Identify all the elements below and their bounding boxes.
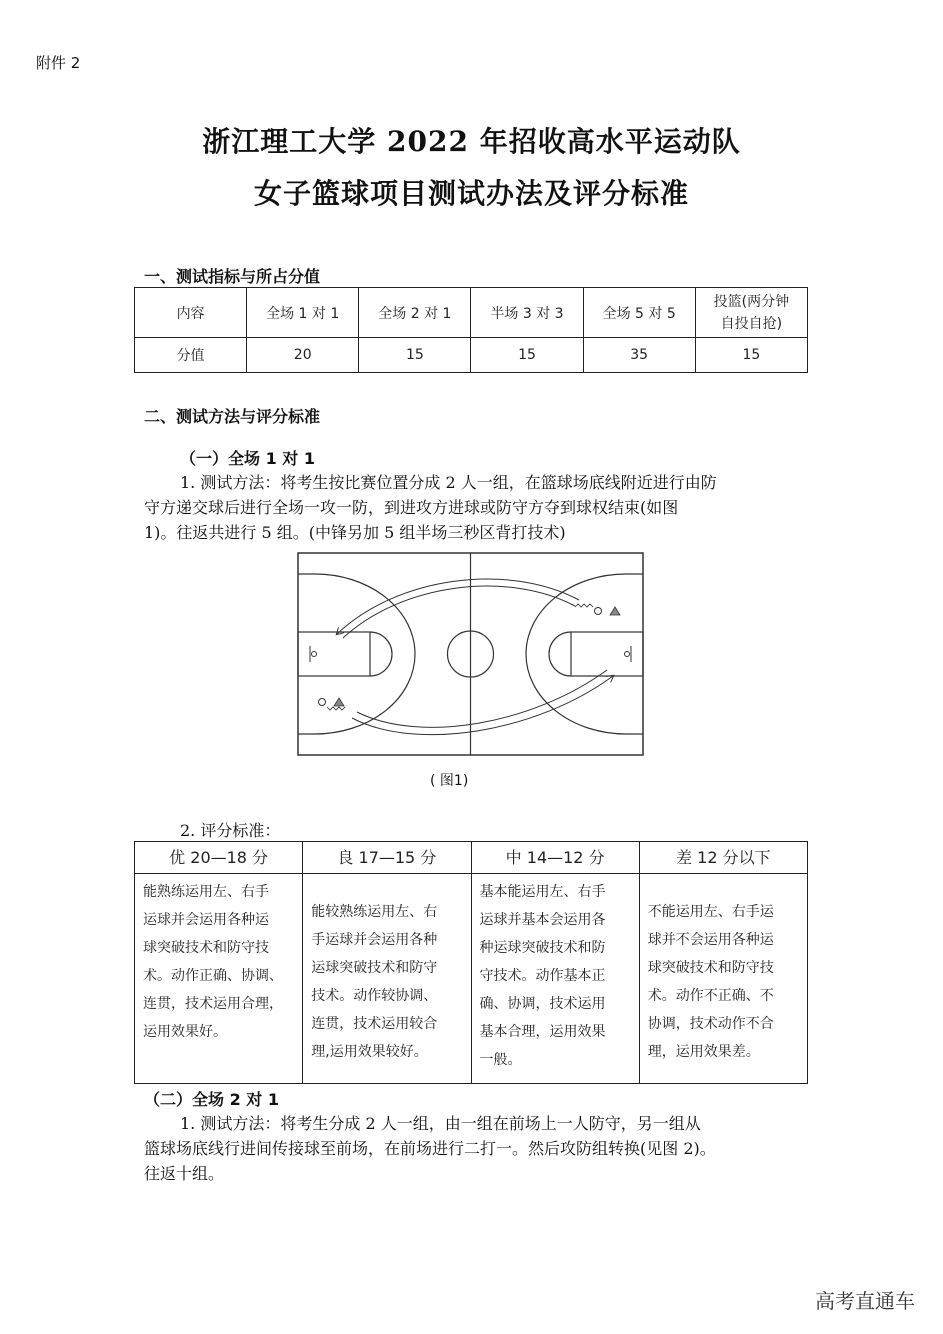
player-triangle-left <box>334 698 344 706</box>
row-label-score: 分值 <box>135 338 247 373</box>
dribble-path-left <box>327 707 345 710</box>
desc-line: 确、协调，技术运用 <box>479 996 606 1012</box>
left-three-point-line <box>298 574 415 734</box>
sub2-method <box>144 1111 834 1186</box>
grade-desc-excellent <box>135 874 303 1084</box>
score-cell: 15 <box>695 338 807 373</box>
desc-line: 基本能运用左、右手 <box>479 884 606 900</box>
desc-line: 种运球突破技术和防 <box>479 940 606 956</box>
title-line-2: 女子篮球项目测试办法及评分标准 <box>253 177 689 210</box>
score-weight-table <box>134 287 808 373</box>
score-cell: 35 <box>583 338 695 373</box>
right-key <box>571 632 643 676</box>
arc-path-upper-a <box>337 579 579 634</box>
player-triangle-right <box>610 607 620 615</box>
header-shooting-line1: 投篮(两分钟 <box>713 293 790 310</box>
desc-line: 球并不会运用各种运 <box>647 932 774 948</box>
desc-line: 一般。 <box>479 1052 522 1068</box>
grade-header-excellent: 优 20—18 分 <box>135 842 303 874</box>
watermark: 高考直通车 <box>815 1289 915 1313</box>
desc-line: 球突破技术和防守技 <box>647 960 774 976</box>
header-content: 内容 <box>135 288 247 338</box>
title-line-1: 浙江理工大学 2022 年招收高水平运动队 <box>202 125 741 158</box>
grade-desc-average <box>471 874 639 1084</box>
header-shooting <box>695 288 807 338</box>
player-circle-right <box>595 608 602 615</box>
method-line: 1. 测试方法：将考生按比赛位置分成 2 人一组，在篮球场底线附近进行由防 <box>180 473 717 492</box>
desc-line: 运球并基本会运用各 <box>479 912 606 928</box>
header-fc-5v5: 全场 5 对 5 <box>583 288 695 338</box>
grade-desc-poor <box>639 874 807 1084</box>
criteria-label: 2. 评分标准： <box>180 821 281 840</box>
section2-heading: 二、测试方法与评分标准 <box>144 407 321 426</box>
desc-line: 运球突破技术和防守 <box>311 960 438 976</box>
desc-line: 能较熟练运用左、右 <box>311 904 438 920</box>
desc-line: 手运球并会运用各种 <box>311 932 438 948</box>
desc-line: 术。动作不正确、不 <box>647 988 774 1004</box>
player-circle-left <box>319 699 326 706</box>
desc-line: 技术。动作较协调、 <box>311 988 438 1004</box>
grade-header-average: 中 14—12 分 <box>471 842 639 874</box>
desc-line <box>648 878 799 898</box>
method-line: 往返十组。 <box>144 1164 225 1183</box>
desc-line: 能熟练运用左、右手 <box>143 884 269 900</box>
header-fc-1v1: 全场 1 对 1 <box>247 288 359 338</box>
method-line: 篮球场底线行进间传接球至前场，在前场进行二打一。然后攻防组转换(见图 2)。 <box>144 1139 716 1158</box>
section1-heading: 一、测试指标与所占分值 <box>144 267 321 286</box>
score-cell: 15 <box>359 338 471 373</box>
desc-line: 协调，技术动作不合 <box>647 1016 774 1032</box>
score-cell: 15 <box>471 338 583 373</box>
desc-line: 运球并会运用各种运 <box>143 912 269 928</box>
desc-line: 理，运用效果差。 <box>647 1044 760 1060</box>
desc-line: 不能运用左、右手运 <box>647 904 774 920</box>
header-fc-2v1: 全场 2 对 1 <box>359 288 471 338</box>
right-ft-circle <box>549 632 571 676</box>
figure-caption: ( 图1) <box>430 773 469 789</box>
sub1-heading: （一）全场 1 对 1 <box>180 449 315 468</box>
left-hoop <box>312 652 317 657</box>
dribble-path-right <box>575 604 593 607</box>
header-hc-3v3: 半场 3 对 3 <box>471 288 583 338</box>
score-cell: 20 <box>247 338 359 373</box>
sub2-heading: （二）全场 2 对 1 <box>144 1090 279 1109</box>
attachment-label: 附件 2 <box>36 54 81 72</box>
left-ft-circle <box>370 632 392 676</box>
grading-table <box>134 841 808 1084</box>
desc-line: 连贯，技术运用合理， <box>143 996 283 1012</box>
desc-line: 守技术。动作基本正 <box>479 968 606 984</box>
left-key <box>298 632 370 676</box>
sub1-method <box>144 470 824 545</box>
desc-line <box>311 878 462 898</box>
desc-line: 术。动作正确、协调、 <box>143 968 283 984</box>
right-hoop <box>625 652 630 657</box>
right-three-point-line <box>526 574 643 734</box>
arc-path-lower-b <box>357 670 607 727</box>
grade-header-good: 良 17—15 分 <box>303 842 471 874</box>
desc-line: 理,运用效果较好。 <box>311 1044 428 1060</box>
method-line: 1)。往返共进行 5 组。(中锋另加 5 组半场三秒区背打技术) <box>144 523 566 542</box>
desc-line: 运用效果好。 <box>143 1024 227 1040</box>
court-diagram <box>297 552 644 756</box>
grade-header-poor: 差 12 分以下 <box>639 842 807 874</box>
desc-line: 基本合理，运用效果 <box>479 1024 606 1040</box>
header-shooting-line2: 自投自抢) <box>720 315 783 332</box>
grade-desc-good <box>303 874 471 1084</box>
desc-line: 球突破技术和防守技 <box>143 940 269 956</box>
desc-line: 连贯，技术运用较合 <box>311 1016 438 1032</box>
method-line: 守方递交球后进行全场一攻一防，到进攻方进球或防守方夺到球权结束(如图 <box>144 498 679 517</box>
method-line: 1. 测试方法：将考生分成 2 人一组，由一组在前场上一人防守，另一组从 <box>180 1114 701 1133</box>
